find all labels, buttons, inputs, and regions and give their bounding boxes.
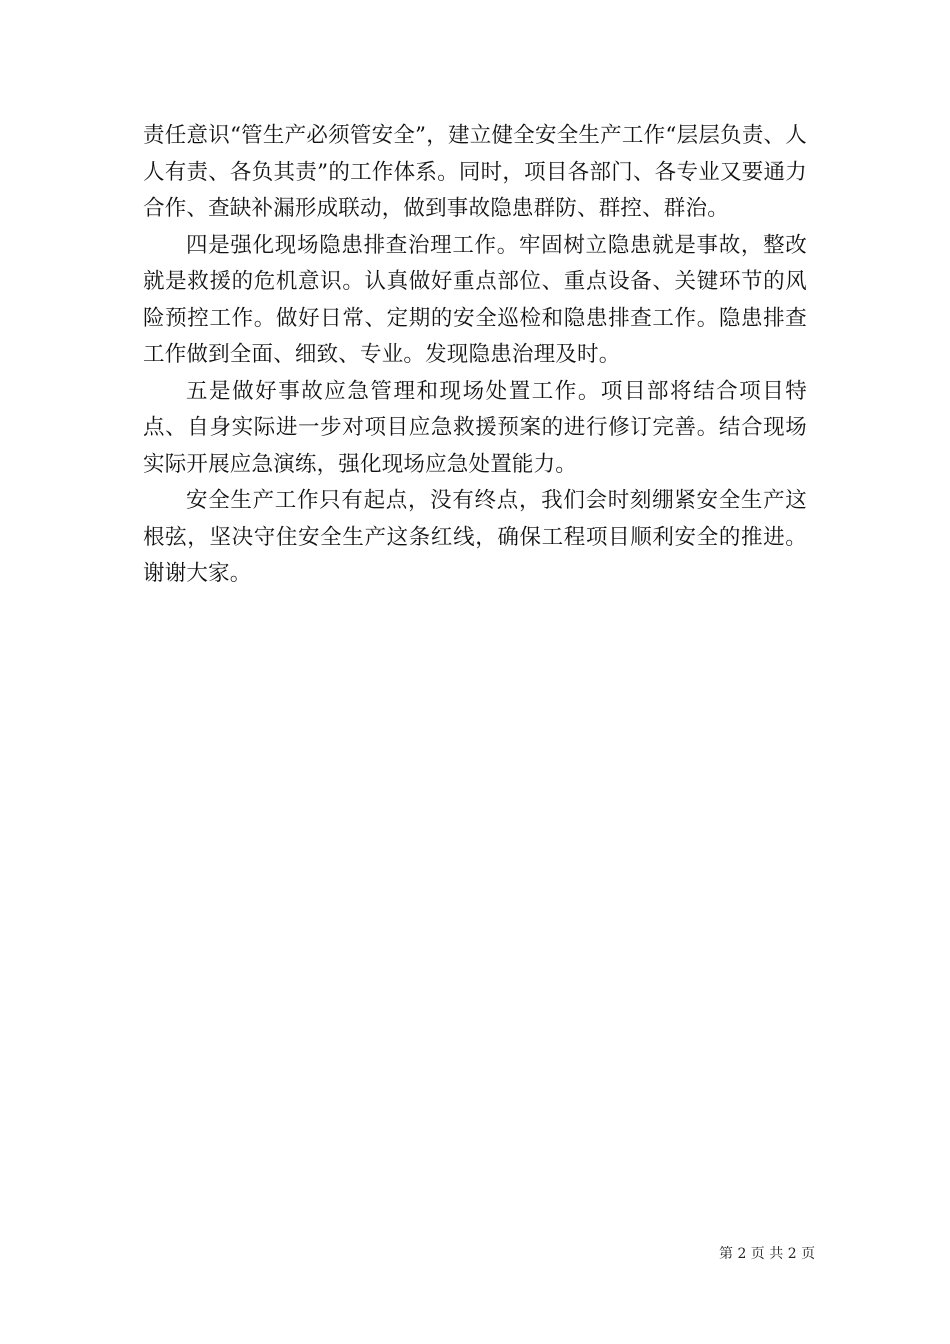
paragraph-1: 责任意识“管生产必须管安全”，建立健全安全生产工作“层层负责、人人有责、各负其责”的工作体系。同时，项目各部门、各专业又要通力合作、查缺补漏形成联动，做到事故隐患群防、群控、群治。 bbox=[143, 123, 807, 221]
document-body bbox=[143, 118, 807, 593]
paragraph-2: 四是强化现场隐患排查治理工作。牢固树立隐患就是事故，整改就是救援的危机意识。认真做好重点部位、重点设备、关键环节的风险预控工作。做好日常、定期的安全巡检和隐患排查工作。隐患排查工作做到全面、细致、专业。发现隐患治理及时。 bbox=[143, 232, 807, 367]
page-number-footer: 第 2 页 共 2 页 bbox=[719, 1246, 816, 1262]
paragraph-3: 五是做好事故应急管理和现场处置工作。项目部将结合项目特点、自身实际进一步对项目应急救援预案的进行修订完善。结合现场实际开展应急演练，强化现场应急处置能力。 bbox=[143, 378, 807, 477]
paragraph-4: 安全生产工作只有起点，没有终点，我们会时刻绷紧安全生产这根弦，坚决守住安全生产这条红线，确保工程项目顺利安全的推进。谢谢大家。 bbox=[143, 488, 807, 586]
